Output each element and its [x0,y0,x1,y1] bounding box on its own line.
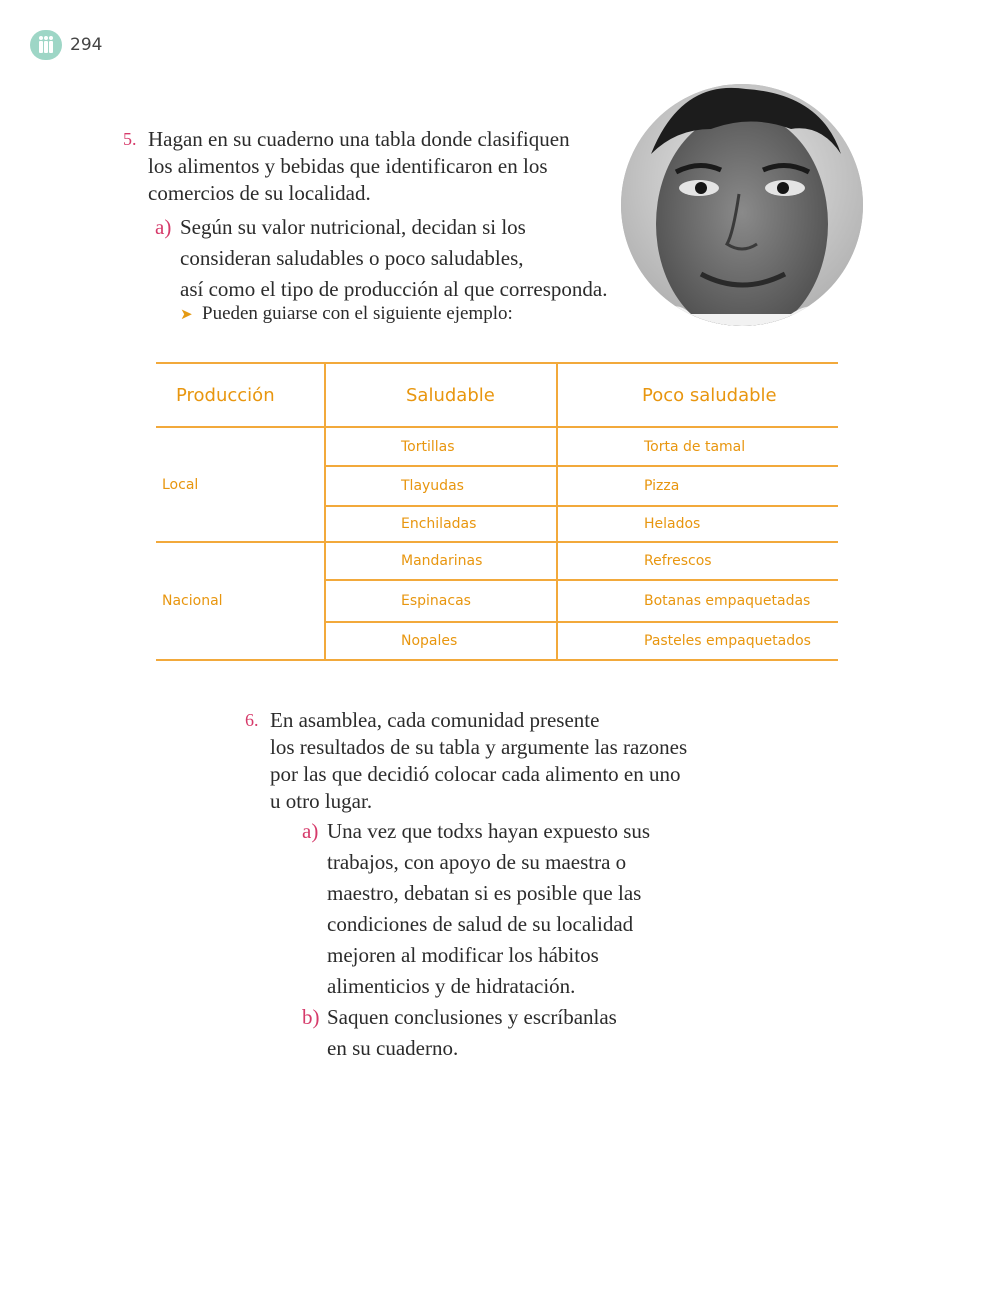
unhealthy-cell: Botanas empaquetadas [557,580,838,622]
sub-item-text-line: mejoren al modificar los hábitos [327,943,599,967]
sub-item-text-line: alimenticios y de hidratación. [327,974,576,998]
sub-item-text-line: trabajos, con apoyo de su maestra o [327,850,627,874]
table-row [156,542,838,580]
activity-text-line: comercios de su localidad. [148,181,371,205]
table-header-cell: Saludable [325,363,557,427]
activity-text-line: En asamblea, cada comunidad presente [270,708,600,732]
table-header-row [156,363,838,427]
institution-logo-icon [30,30,62,60]
activity-6 [245,707,687,815]
table-header-cell: Producción [156,363,325,427]
table-header-cell: Poco saludable [557,363,838,427]
activity-text-line: los alimentos y bebidas que identificaron en los [148,154,548,178]
table-row [156,427,838,466]
activity-text-line: los resultados de su tabla y argumente las razones [270,735,688,759]
healthy-cell: Tortillas [325,427,557,466]
activity-number: 6. [245,710,259,730]
activity-text-line: u otro lugar. [270,789,373,813]
arrow-bullet-icon: ➤ [180,307,193,323]
sub-item-letter: a) [155,215,172,239]
group-label-cell: Nacional [156,542,325,660]
bullet-hint [180,300,513,329]
boy-portrait-photo [621,84,863,326]
page-number: 294 [70,35,103,55]
healthy-cell: Espinacas [325,580,557,622]
sub-item-text-line: maestro, debatan si es posible que las [327,881,642,905]
sub-item-text-line: Según su valor nutricional, decidan si los [180,215,526,239]
healthy-cell: Nopales [325,622,557,660]
sub-item-letter: a) [302,819,319,843]
unhealthy-cell: Pizza [557,466,838,506]
activity-text-line: por las que decidió colocar cada alimento en uno [270,762,681,786]
unhealthy-cell: Refrescos [557,542,838,580]
sub-item-text-line: consideran saludables o poco saludables, [180,246,524,270]
group-label-cell: Local [156,427,325,542]
page-header [30,30,102,60]
healthy-cell: Tlayudas [325,466,557,506]
sub-item-text-line: en su cuaderno. [327,1036,459,1060]
sub-item-text-line: así como el tipo de producción al que corresponda. [180,277,608,301]
activity-number: 5. [123,129,137,149]
sub-item-text-line: condiciones de salud de su localidad [327,912,634,936]
unhealthy-cell: Torta de tamal [557,427,838,466]
activity-6-sub-b [302,1002,617,1064]
healthy-cell: Mandarinas [325,542,557,580]
unhealthy-cell: Pasteles empaquetados [557,622,838,660]
sub-item-text-line: Una vez que todxs hayan expuesto sus [327,819,651,843]
activity-text-line: Hagan en su cuaderno una tabla donde clasifiquen [148,127,570,151]
unhealthy-cell: Helados [557,506,838,542]
healthy-cell: Enchiladas [325,506,557,542]
production-table [156,362,838,661]
bullet-text: Pueden guiarse con el siguiente ejemplo: [202,303,513,324]
activity-6-sub-a [302,816,650,1002]
sub-item-text-line: Saquen conclusiones y escríbanlas [327,1005,617,1029]
activity-5-sub-a [155,212,607,305]
sub-item-letter: b) [302,1005,320,1029]
activity-5 [123,126,570,207]
